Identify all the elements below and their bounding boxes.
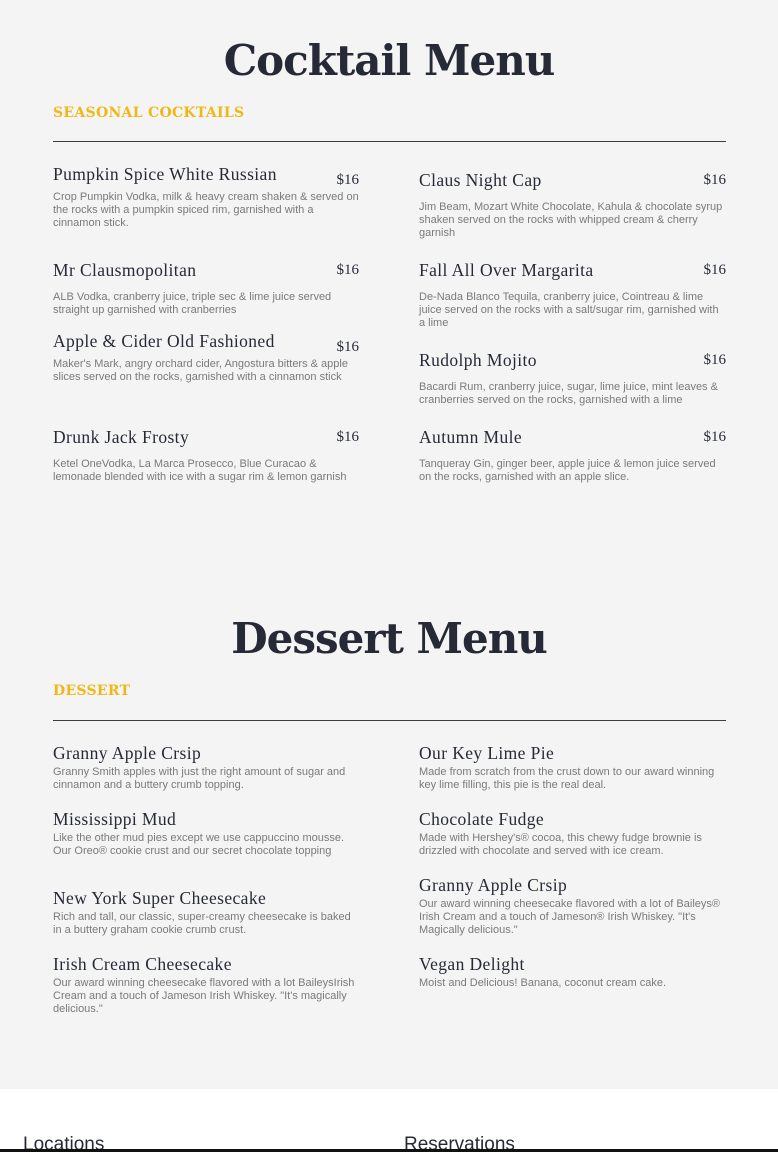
cocktail-name: Fall All Over Margarita <box>419 260 594 280</box>
reservations-heading[interactable]: Reservations <box>404 1135 515 1149</box>
dessert-name: Granny Apple Crsip <box>419 875 568 895</box>
cocktail-name: Claus Night Cap <box>419 170 542 190</box>
cocktail-description: Bacardi Rum, cranberry juice, sugar, lime juice, mint leaves & cranberries served on the rocks, garnished with a lime <box>419 381 718 406</box>
dessert-item <box>53 888 359 937</box>
dessert-description: Our award winning cheesecake flavored with a lot of Baileys® Irish Cream and a touch of Jameson® Irish Whiskey. "It's Magically delicious." <box>419 898 720 936</box>
cocktail-price: $16 <box>336 429 359 445</box>
dessert-item <box>419 809 726 858</box>
dessert-description: Our award winning cheesecake flavored with a lot BaileysIrish Cream and a touch of Jameson Irish Whiskey. "It's magically delicious." <box>53 977 355 1015</box>
cocktail-item <box>419 170 726 240</box>
dessert-item <box>419 954 726 990</box>
cocktail-item <box>53 260 359 317</box>
cocktail-price: $16 <box>336 172 359 188</box>
locations-heading[interactable]: Locations <box>23 1135 105 1149</box>
cocktail-item <box>53 164 359 230</box>
dessert-description: Granny Smith apples with just the right amount of sugar and cinnamon and a buttery crumb topping. <box>53 766 346 791</box>
dessert-label: DESSERT <box>53 683 131 699</box>
cocktail-item <box>419 427 726 484</box>
seasonal-cocktails-label: SEASONAL COCKTAILS <box>53 105 245 121</box>
dessert-item <box>419 743 726 792</box>
cocktail-description: De-Nada Blanco Tequila, cranberry juice, Cointreau & lime juice served on the rocks with a salt/sugar rim, garnished with a lime <box>419 291 719 329</box>
dessert-description: Like the other mud pies except we use cappuccino mousse. Our Oreo® cookie crust and our secret chocolate topping <box>53 832 345 857</box>
dessert-menu-title: Dessert Menu <box>231 614 547 663</box>
cocktail-name: Drunk Jack Frosty <box>53 427 190 447</box>
dessert-name: Chocolate Fudge <box>419 809 545 829</box>
cocktail-divider <box>53 141 726 142</box>
dessert-item <box>53 954 359 1016</box>
dessert-item <box>53 743 359 792</box>
dessert-description: Rich and tall, our classic, super-creamy cheesecake is baked in a buttery graham cookie crumb crust. <box>53 911 351 936</box>
cocktail-item <box>419 260 726 330</box>
dessert-description: Made from scratch from the crust down to our award winning key lime filling, this pie is the real deal. <box>419 766 715 791</box>
dessert-description: Moist and Delicious! Banana, coconut cream cake. <box>419 977 667 989</box>
cocktail-description: Maker's Mark, angry orchard cider, Angostura bitters & apple slices served on the rocks, garnished with a cinnamon stick <box>53 358 348 383</box>
cocktail-name: Apple & Cider Old Fashioned <box>53 331 275 351</box>
footer <box>0 1089 778 1152</box>
cocktail-price: $16 <box>336 262 359 278</box>
dessert-name: New York Super Cheesecake <box>53 888 267 908</box>
cocktail-price: $16 <box>336 339 359 355</box>
cocktail-name: Rudolph Mojito <box>419 350 537 370</box>
cocktail-description: Jim Beam, Mozart White Chocolate, Kahula & chocolate syrup shaken served on the rocks with whipped cream & cherry garnish <box>419 201 723 239</box>
dessert-item <box>53 809 359 858</box>
cocktail-menu-title: Cocktail Menu <box>223 36 555 85</box>
cocktail-item <box>419 350 726 407</box>
cocktail-item <box>53 427 359 484</box>
dessert-item <box>419 875 726 937</box>
cocktail-name: Pumpkin Spice White Russian <box>53 164 277 184</box>
dessert-divider <box>53 720 726 721</box>
cocktail-price: $16 <box>703 352 726 368</box>
dessert-name: Vegan Delight <box>419 954 525 974</box>
cocktail-price: $16 <box>703 172 726 188</box>
cocktail-description: ALB Vodka, cranberry juice, triple sec & lime juice served straight up garnished with cranberries <box>53 291 332 316</box>
cocktail-price: $16 <box>703 429 726 445</box>
cocktail-item <box>53 331 359 384</box>
dessert-description: Made with Hershey's® cocoa, this chewy fudge brownie is drizzled with chocolate and served with ice cream. <box>419 832 702 857</box>
dessert-name: Our Key Lime Pie <box>419 743 555 763</box>
cocktail-name: Autumn Mule <box>419 427 523 447</box>
dessert-name: Mississippi Mud <box>53 809 177 829</box>
cocktail-price: $16 <box>703 262 726 278</box>
cocktail-name: Mr Clausmopolitan <box>53 260 197 280</box>
cocktail-description: Crop Pumpkin Vodka, milk & heavy cream shaken & served on the rocks with a pumpkin spiced rim, garnished with a cinnamon stick. <box>53 191 359 229</box>
dessert-name: Irish Cream Cheesecake <box>53 954 232 974</box>
cocktail-description: Tanqueray Gin, ginger beer, apple juice & lemon juice served on the rocks, garnished with an apple slice. <box>419 458 716 483</box>
dessert-name: Granny Apple Crsip <box>53 743 202 763</box>
cocktail-description: Ketel OneVodka, La Marca Prosecco, Blue Curacao & lemonade blended with ice with a sugar rim & lemon garnish <box>53 458 347 483</box>
